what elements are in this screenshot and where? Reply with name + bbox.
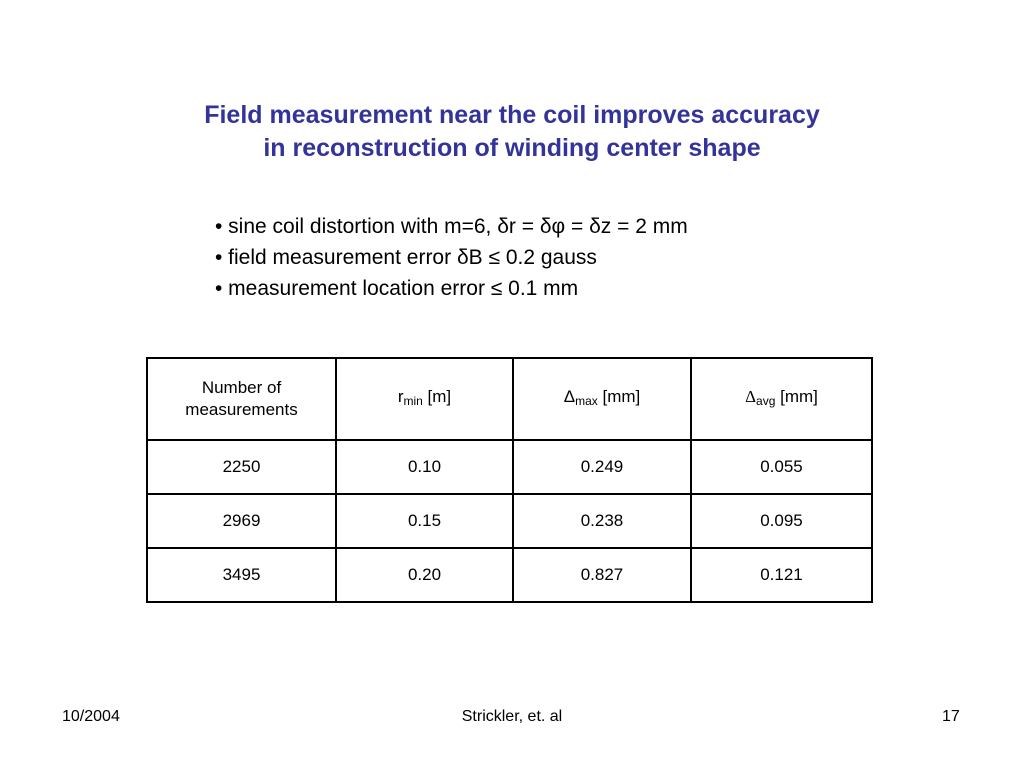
slide-title-line-2: in reconstruction of winding center shape <box>263 134 761 162</box>
bullet-item: • field measurement error δB ≤ 0.2 gauss <box>215 246 597 269</box>
header-unit: [m] <box>422 387 452 406</box>
header-symbol: Δ <box>745 387 757 406</box>
table-cell: 2250 <box>147 440 336 494</box>
table-cell: 3495 <box>147 548 336 602</box>
table-cell: 0.055 <box>691 440 872 494</box>
table-cell: 0.121 <box>691 548 872 602</box>
table-cell: 0.827 <box>513 548 691 602</box>
header-subscript: avg <box>756 394 776 408</box>
header-cell-measurements <box>147 358 336 440</box>
table-row <box>147 494 872 548</box>
header-cell-delta-avg <box>691 358 872 440</box>
header-unit: [mm] <box>597 387 641 406</box>
footer-author: Strickler, et. al <box>461 708 563 725</box>
bullet-item: • sine coil distortion with m=6, δr = δφ = δz = 2 mm <box>215 215 688 238</box>
header-subscript: max <box>575 394 598 408</box>
header-cell-rmin <box>336 358 513 440</box>
table-cell: 0.095 <box>691 494 872 548</box>
results-table <box>146 357 873 603</box>
footer-date: 10/2004 <box>62 708 120 725</box>
header-symbol: Δ <box>563 387 576 406</box>
table-cell: 0.10 <box>336 440 513 494</box>
table-cell: 0.249 <box>513 440 691 494</box>
slide-title-line-1: Field measurement near the coil improves accuracy <box>204 101 820 129</box>
bullet-list <box>215 211 688 304</box>
table-row <box>147 440 872 494</box>
table-cell: 0.15 <box>336 494 513 548</box>
header-label: Number of <box>201 378 282 397</box>
header-subscript: min <box>403 394 423 408</box>
header-symbol: r <box>397 387 404 406</box>
header-cell-delta-max <box>513 358 691 440</box>
header-label: measurements <box>185 400 298 419</box>
table-row <box>147 548 872 602</box>
footer-page-number: 17 <box>942 708 960 725</box>
table-cell: 0.238 <box>513 494 691 548</box>
bullet-item: • measurement location error ≤ 0.1 mm <box>215 277 579 300</box>
slide-title <box>0 99 1024 165</box>
table-cell: 0.20 <box>336 548 513 602</box>
table-header-row <box>147 358 872 440</box>
table-cell: 2969 <box>147 494 336 548</box>
header-unit: [mm] <box>775 387 818 406</box>
